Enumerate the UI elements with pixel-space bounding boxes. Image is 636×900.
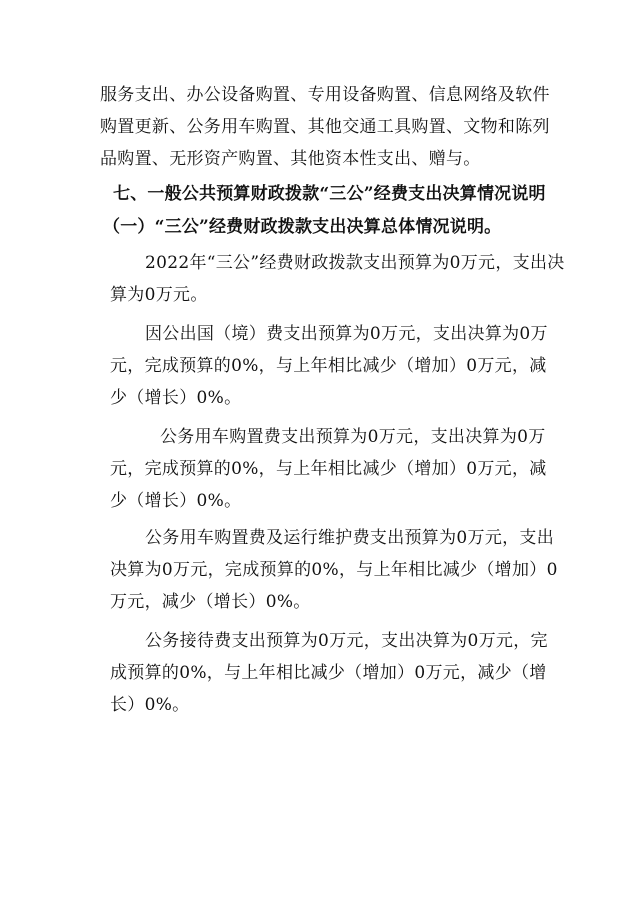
section-heading: 七、一般公共预算财政拨款“三公”经费支出决算情况说明	[113, 184, 546, 204]
paragraph-5-line-2: 成预算的0%，与上年相比减少（增加）0万元，减少（增	[110, 663, 547, 683]
paragraph-1-line-2: 算为0万元。	[110, 285, 208, 305]
paragraph-3-line-2: 元，完成预算的0%，与上年相比减少（增加）0万元，减	[110, 459, 547, 479]
paragraph-4-line-3: 万元，减少（增长）0%。	[110, 592, 311, 612]
subsection-heading: （一）“三公”经费财政拨款支出决算总体情况说明。	[103, 217, 502, 237]
intro-line-3: 品购置、无形资产购置、其他资本性支出、赠与。	[100, 149, 481, 169]
paragraph-3-line-3: 少（增长）0%。	[110, 491, 242, 511]
paragraph-5-line-1: 公务接待费支出预算为0万元，支出决算为0万元，完	[145, 631, 548, 651]
paragraph-3-line-1: 公务用车购置费支出预算为0万元，支出决算为0万	[160, 427, 546, 447]
intro-line-2: 购置更新、公务用车购置、其他交通工具购置、文物和陈列	[100, 117, 550, 137]
paragraph-2-line-3: 少（增长）0%。	[110, 388, 242, 408]
paragraph-5-line-3: 长）0%。	[110, 695, 190, 715]
paragraph-1-line-1: 2022年“三公”经费财政拨款支出预算为0万元，支出决	[145, 253, 565, 273]
paragraph-4-line-1: 公务用车购置费及运行维护费支出预算为0万元，支出	[145, 528, 555, 548]
paragraph-4-line-2: 决算为0万元，完成预算的0%，与上年相比减少（增加）0	[110, 560, 558, 580]
paragraph-2-line-1: 因公出国（境）费支出预算为0万元，支出决算为0万	[145, 324, 548, 344]
intro-line-1: 服务支出、办公设备购置、专用设备购置、信息网络及软件	[100, 85, 550, 105]
paragraph-2-line-2: 元，完成预算的0%，与上年相比减少（增加）0万元，减	[110, 356, 547, 376]
